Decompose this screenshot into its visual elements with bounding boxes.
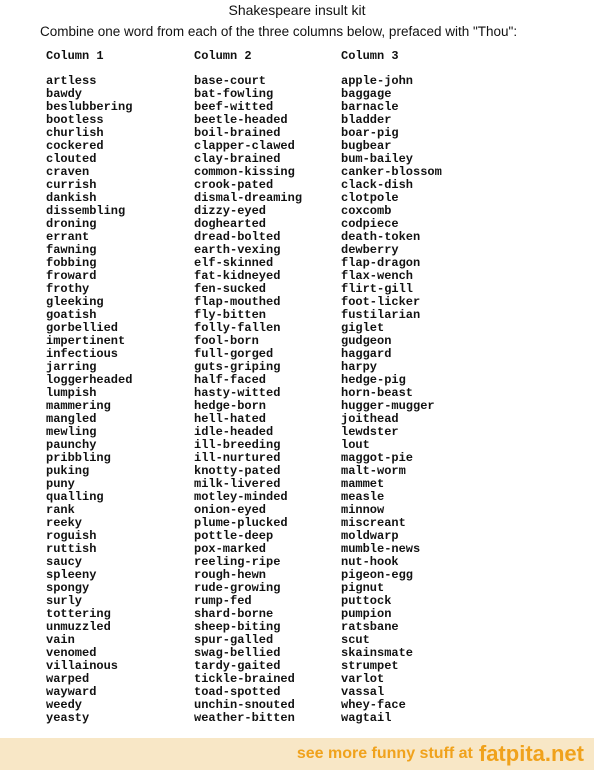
word-item: ill-breeding	[194, 438, 281, 452]
word-item: mammet	[341, 477, 385, 491]
word-item: villainous	[46, 659, 119, 673]
word-item: motley-minded	[194, 490, 288, 504]
word-item: droning	[46, 217, 97, 231]
word-item: bladder	[341, 113, 392, 127]
word-item: whey-face	[341, 698, 406, 712]
word-item: varlot	[341, 672, 385, 686]
word-item: dankish	[46, 191, 97, 205]
word-item: artless	[46, 74, 97, 88]
word-item: fobbing	[46, 256, 97, 270]
word-list	[194, 75, 302, 725]
word-item: earth-vexing	[194, 243, 281, 257]
word-item: dewberry	[341, 243, 399, 257]
word-item: ratsbane	[341, 620, 399, 634]
word-item: boar-pig	[341, 126, 399, 140]
instruction-text: Combine one word from each of the three columns below, prefaced with "Thou":	[40, 24, 518, 39]
word-item: pigeon-egg	[341, 568, 414, 582]
word-item: spongy	[46, 581, 90, 595]
word-item: unmuzzled	[46, 620, 111, 634]
word-list	[46, 75, 132, 725]
word-item: bugbear	[341, 139, 392, 153]
word-item: roguish	[46, 529, 97, 543]
word-item: surly	[46, 594, 83, 608]
word-item: dismal-dreaming	[194, 191, 303, 205]
word-item: half-faced	[194, 373, 267, 387]
word-item: pumpion	[341, 607, 392, 621]
word-item: mewling	[46, 425, 97, 439]
word-item: fool-born	[194, 334, 259, 348]
word-item: hell-hated	[194, 412, 267, 426]
word-item: skainsmate	[341, 646, 414, 660]
word-item: tickle-brained	[194, 672, 295, 686]
word-item: vassal	[341, 685, 385, 699]
word-item: nut-hook	[341, 555, 399, 569]
word-item: flap-mouthed	[194, 295, 281, 309]
word-item: beef-witted	[194, 100, 274, 114]
word-item: infectious	[46, 347, 119, 361]
word-item: idle-headed	[194, 425, 274, 439]
word-item: gudgeon	[341, 334, 392, 348]
column-header: Column 2	[194, 49, 252, 63]
word-item: pox-marked	[194, 542, 267, 556]
word-item: clouted	[46, 152, 97, 166]
word-item: maggot-pie	[341, 451, 414, 465]
word-item: rude-growing	[194, 581, 281, 595]
word-item: mumble-news	[341, 542, 421, 556]
word-item: gleeking	[46, 295, 104, 309]
word-item: impertinent	[46, 334, 126, 348]
word-item: hedge-born	[194, 399, 267, 413]
word-item: bum-bailey	[341, 152, 414, 166]
word-item: errant	[46, 230, 90, 244]
word-item: barnacle	[341, 100, 399, 114]
word-item: cockered	[46, 139, 104, 153]
word-item: flax-wench	[341, 269, 414, 283]
word-item: beetle-headed	[194, 113, 288, 127]
word-item: strumpet	[341, 659, 399, 673]
word-item: goatish	[46, 308, 97, 322]
word-item: sheep-biting	[194, 620, 281, 634]
word-item: fawning	[46, 243, 97, 257]
word-item: weather-bitten	[194, 711, 295, 725]
word-item: base-court	[194, 74, 267, 88]
word-item: dread-bolted	[194, 230, 281, 244]
word-item: scut	[341, 633, 370, 647]
word-item: bat-fowling	[194, 87, 274, 101]
word-item: puny	[46, 477, 75, 491]
word-item: spur-galled	[194, 633, 274, 647]
word-item: frothy	[46, 282, 90, 296]
word-item: warped	[46, 672, 90, 686]
word-item: shard-borne	[194, 607, 274, 621]
word-item: vain	[46, 633, 75, 647]
word-item: churlish	[46, 126, 104, 140]
word-item: paunchy	[46, 438, 97, 452]
word-item: flap-dragon	[341, 256, 421, 270]
word-item: fustilarian	[341, 308, 421, 322]
word-item: knotty-pated	[194, 464, 281, 478]
column-2	[194, 50, 302, 725]
word-item: ill-nurtured	[194, 451, 281, 465]
word-item: joithead	[341, 412, 399, 426]
word-item: rump-fed	[194, 594, 252, 608]
footer-banner[interactable]	[0, 738, 594, 770]
column-1	[46, 50, 132, 725]
word-item: dizzy-eyed	[194, 204, 267, 218]
word-item: death-token	[341, 230, 421, 244]
word-item: measle	[341, 490, 385, 504]
word-item: jarring	[46, 360, 97, 374]
word-item: elf-skinned	[194, 256, 274, 270]
word-item: plume-plucked	[194, 516, 288, 530]
word-item: mammering	[46, 399, 111, 413]
word-item: toad-spotted	[194, 685, 281, 699]
word-item: malt-worm	[341, 464, 406, 478]
word-item: beslubbering	[46, 100, 133, 114]
word-item: yeasty	[46, 711, 90, 725]
footer-brand-link[interactable]: fatpita.net	[478, 741, 584, 766]
word-item: loggerheaded	[46, 373, 133, 387]
word-item: moldwarp	[341, 529, 399, 543]
word-item: flirt-gill	[341, 282, 414, 296]
word-item: horn-beast	[341, 386, 414, 400]
word-item: lout	[341, 438, 370, 452]
word-item: tardy-gaited	[194, 659, 281, 673]
word-item: clapper-clawed	[194, 139, 295, 153]
word-item: gorbellied	[46, 321, 119, 335]
word-list	[341, 75, 442, 725]
word-item: pribbling	[46, 451, 111, 465]
word-item: milk-livered	[194, 477, 281, 491]
column-header: Column 3	[341, 49, 399, 63]
word-item: spleeny	[46, 568, 97, 582]
word-item: clay-brained	[194, 152, 281, 166]
word-item: puking	[46, 464, 90, 478]
word-item: apple-john	[341, 74, 414, 88]
word-item: pignut	[341, 581, 385, 595]
word-item: bawdy	[46, 87, 83, 101]
word-item: codpiece	[341, 217, 399, 231]
word-item: clotpole	[341, 191, 399, 205]
word-item: giglet	[341, 321, 385, 335]
word-item: reeling-ripe	[194, 555, 281, 569]
word-item: minnow	[341, 503, 385, 517]
page-title: Shakespeare insult kit	[228, 2, 366, 18]
word-item: wagtail	[341, 711, 392, 725]
word-item: hugger-mugger	[341, 399, 435, 413]
word-item: onion-eyed	[194, 503, 267, 517]
word-item: coxcomb	[341, 204, 392, 218]
word-item: lewdster	[341, 425, 399, 439]
word-item: swag-bellied	[194, 646, 281, 660]
word-item: baggage	[341, 87, 392, 101]
word-item: folly-fallen	[194, 321, 281, 335]
word-item: haggard	[341, 347, 392, 361]
word-item: guts-griping	[194, 360, 281, 374]
word-item: qualling	[46, 490, 104, 504]
column-3	[341, 50, 442, 725]
word-item: ruttish	[46, 542, 97, 556]
word-item: rough-hewn	[194, 568, 267, 582]
word-item: craven	[46, 165, 90, 179]
word-item: lumpish	[46, 386, 97, 400]
word-item: wayward	[46, 685, 97, 699]
word-item: full-gorged	[194, 347, 274, 361]
word-item: unchin-snouted	[194, 698, 295, 712]
word-item: froward	[46, 269, 97, 283]
word-item: miscreant	[341, 516, 406, 530]
word-item: common-kissing	[194, 165, 295, 179]
word-item: fen-sucked	[194, 282, 267, 296]
word-item: weedy	[46, 698, 83, 712]
word-item: venomed	[46, 646, 97, 660]
word-item: hasty-witted	[194, 386, 281, 400]
word-item: crook-pated	[194, 178, 274, 192]
footer-more-text[interactable]: see more funny stuff at	[296, 745, 473, 762]
word-item: puttock	[341, 594, 392, 608]
word-item: doghearted	[194, 217, 267, 231]
word-item: harpy	[341, 360, 378, 374]
word-item: fat-kidneyed	[194, 269, 281, 283]
column-header: Column 1	[46, 49, 104, 63]
word-item: boil-brained	[194, 126, 281, 140]
word-item: foot-licker	[341, 295, 421, 309]
word-item: saucy	[46, 555, 83, 569]
word-item: mangled	[46, 412, 97, 426]
word-item: clack-dish	[341, 178, 414, 192]
word-item: dissembling	[46, 204, 126, 218]
word-item: canker-blossom	[341, 165, 442, 179]
word-item: fly-bitten	[194, 308, 267, 322]
word-item: rank	[46, 503, 75, 517]
word-item: tottering	[46, 607, 111, 621]
word-item: reeky	[46, 516, 83, 530]
word-item: pottle-deep	[194, 529, 274, 543]
word-item: currish	[46, 178, 97, 192]
word-item: bootless	[46, 113, 104, 127]
word-item: hedge-pig	[341, 373, 406, 387]
